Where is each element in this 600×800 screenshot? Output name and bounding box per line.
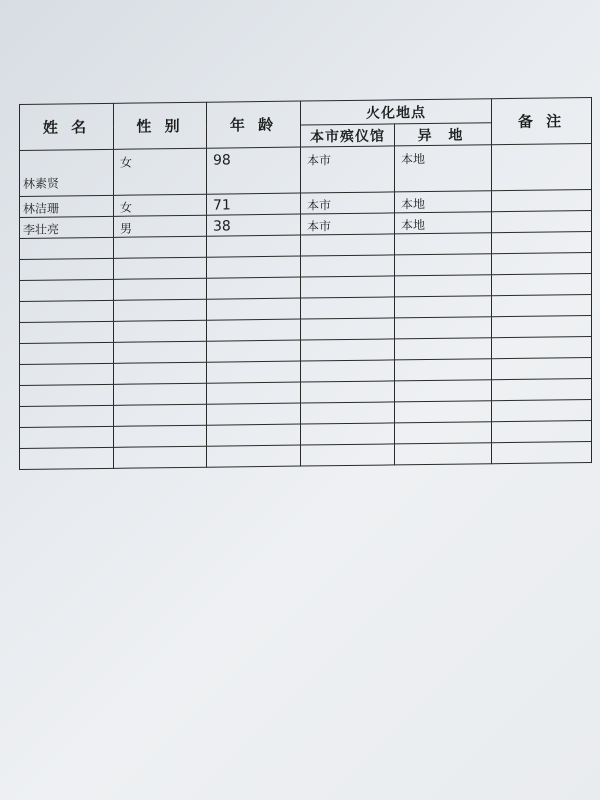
cell-gender: 男 — [114, 215, 207, 237]
header-name: 姓 名 — [20, 103, 114, 150]
cell-age: 98 — [207, 147, 301, 194]
cell-name: 林洁珊 — [20, 195, 114, 217]
table-row — [20, 144, 592, 197]
header-age: 年 龄 — [207, 101, 301, 148]
header-remarks: 备 注 — [492, 98, 592, 145]
cremation-registry-table — [19, 97, 592, 470]
cell-other: 本地 — [395, 212, 492, 234]
header-row-1 — [20, 98, 592, 129]
cell-gender: 女 — [114, 194, 207, 216]
cell-name: 林素贤 — [20, 149, 114, 196]
header-other-place: 异 地 — [395, 123, 492, 146]
cell-local: 本市 — [301, 146, 395, 193]
cell-remarks — [492, 190, 592, 212]
header-gender: 性 别 — [114, 102, 207, 149]
cell-remarks — [492, 211, 592, 233]
cell-other: 本地 — [395, 191, 492, 213]
cell-local: 本市 — [301, 213, 395, 235]
header-local-funeral-home: 本市殡仪馆 — [301, 124, 395, 147]
cell-age: 71 — [207, 193, 301, 215]
cell-other: 本地 — [395, 145, 492, 192]
cell-local: 本市 — [301, 192, 395, 214]
cell-remarks — [492, 144, 592, 191]
cell-name: 李壮亮 — [20, 216, 114, 238]
cell-age: 38 — [207, 214, 301, 236]
cell-gender: 女 — [114, 148, 207, 195]
header-cremation-place: 火化地点 — [301, 99, 492, 125]
cremation-table-wrapper — [19, 97, 592, 470]
